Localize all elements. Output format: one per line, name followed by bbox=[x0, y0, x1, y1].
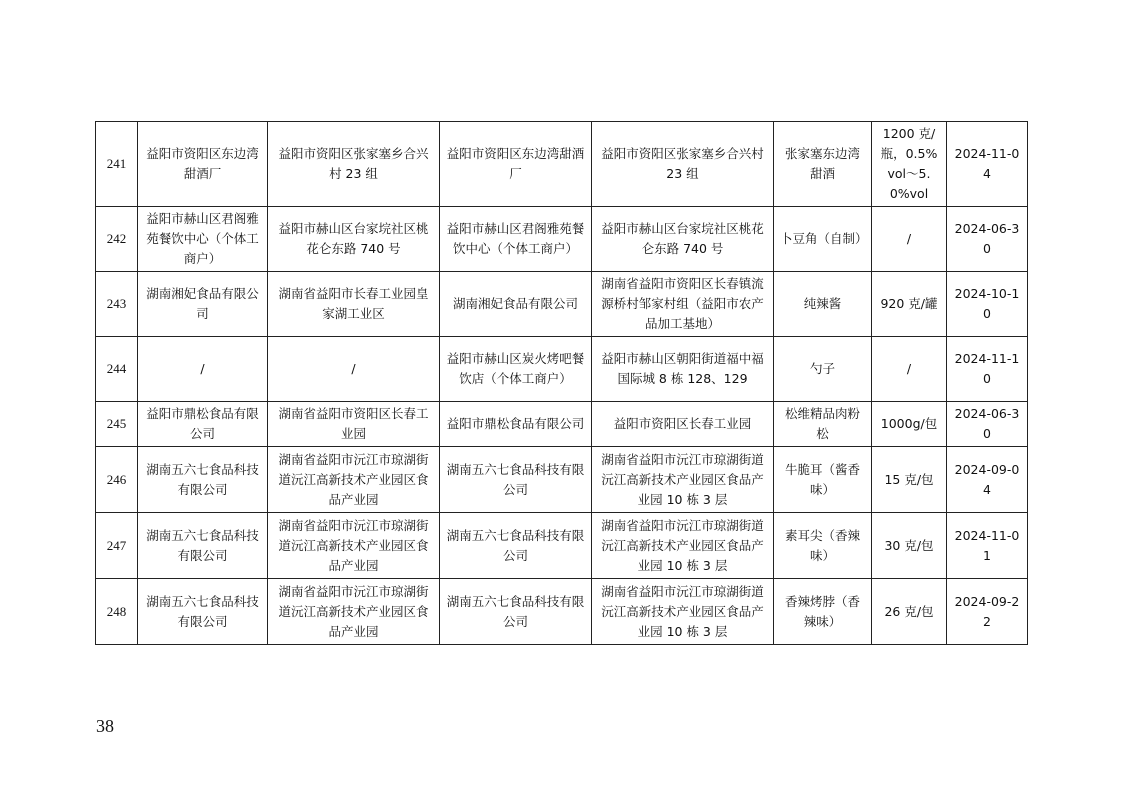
cell-producer-address: / bbox=[268, 337, 440, 402]
table-row bbox=[96, 207, 1028, 272]
cell-sampled-unit: 湖南湘妃食品有限公司 bbox=[440, 272, 592, 337]
cell-number: 245 bbox=[96, 402, 138, 447]
cell-sampled-unit: 益阳市赫山区君阁雅苑餐饮中心（个体工商户） bbox=[440, 207, 592, 272]
cell-product: 香辣烤脖（香辣味） bbox=[774, 579, 872, 645]
cell-producer-address: 湖南省益阳市沅江市琼湖街道沅江高新技术产业园区食品产业园 bbox=[268, 579, 440, 645]
cell-product: 牛脆耳（酱香味） bbox=[774, 447, 872, 513]
cell-producer: 益阳市鼎松食品有限公司 bbox=[138, 402, 268, 447]
cell-spec: 920 克/罐 bbox=[872, 272, 947, 337]
table-row bbox=[96, 272, 1028, 337]
cell-sampled-address: 益阳市赫山区朝阳街道福中福国际城 8 栋 128、129 bbox=[592, 337, 774, 402]
table-row bbox=[96, 447, 1028, 513]
table-row bbox=[96, 337, 1028, 402]
records-table-body bbox=[96, 122, 1028, 645]
cell-spec: 15 克/包 bbox=[872, 447, 947, 513]
cell-date: 2024-11-10 bbox=[947, 337, 1028, 402]
cell-number: 242 bbox=[96, 207, 138, 272]
cell-sampled-unit: 益阳市鼎松食品有限公司 bbox=[440, 402, 592, 447]
cell-sampled-address: 湖南省益阳市沅江市琼湖街道沅江高新技术产业园区食品产业园 10 栋 3 层 bbox=[592, 447, 774, 513]
cell-sampled-unit: 湖南五六七食品科技有限公司 bbox=[440, 447, 592, 513]
cell-date: 2024-09-22 bbox=[947, 579, 1028, 645]
cell-producer-address: 湖南省益阳市长春工业园皇家湖工业区 bbox=[268, 272, 440, 337]
cell-sampled-unit: 益阳市资阳区东边湾甜酒厂 bbox=[440, 122, 592, 207]
cell-date: 2024-09-04 bbox=[947, 447, 1028, 513]
table-row bbox=[96, 579, 1028, 645]
cell-number: 247 bbox=[96, 513, 138, 579]
cell-date: 2024-11-01 bbox=[947, 513, 1028, 579]
cell-producer: / bbox=[138, 337, 268, 402]
cell-date: 2024-06-30 bbox=[947, 402, 1028, 447]
cell-sampled-address: 益阳市赫山区台家垸社区桃花仑东路 740 号 bbox=[592, 207, 774, 272]
cell-sampled-address: 益阳市资阳区张家塞乡合兴村 23 组 bbox=[592, 122, 774, 207]
cell-spec: / bbox=[872, 207, 947, 272]
cell-producer-address: 益阳市赫山区台家垸社区桃花仑东路 740 号 bbox=[268, 207, 440, 272]
cell-producer-address: 益阳市资阳区张家塞乡合兴村 23 组 bbox=[268, 122, 440, 207]
cell-number: 241 bbox=[96, 122, 138, 207]
cell-producer: 湖南五六七食品科技有限公司 bbox=[138, 579, 268, 645]
cell-spec: / bbox=[872, 337, 947, 402]
cell-sampled-unit: 湖南五六七食品科技有限公司 bbox=[440, 513, 592, 579]
table-row bbox=[96, 122, 1028, 207]
cell-sampled-address: 益阳市资阳区长春工业园 bbox=[592, 402, 774, 447]
page-number: 38 bbox=[96, 716, 114, 736]
cell-number: 246 bbox=[96, 447, 138, 513]
cell-producer-address: 湖南省益阳市沅江市琼湖街道沅江高新技术产业园区食品产业园 bbox=[268, 513, 440, 579]
cell-sampled-unit: 益阳市赫山区炭火烤吧餐饮店（个体工商户） bbox=[440, 337, 592, 402]
table-row bbox=[96, 513, 1028, 579]
cell-spec: 30 克/包 bbox=[872, 513, 947, 579]
cell-spec: 26 克/包 bbox=[872, 579, 947, 645]
cell-number: 243 bbox=[96, 272, 138, 337]
cell-product: 张家塞东边湾甜酒 bbox=[774, 122, 872, 207]
records-table bbox=[95, 121, 1028, 645]
cell-producer: 湖南五六七食品科技有限公司 bbox=[138, 513, 268, 579]
cell-producer: 益阳市赫山区君阁雅苑餐饮中心（个体工商户） bbox=[138, 207, 268, 272]
cell-producer-address: 湖南省益阳市资阳区长春工业园 bbox=[268, 402, 440, 447]
cell-producer: 湖南五六七食品科技有限公司 bbox=[138, 447, 268, 513]
cell-spec: 1200 克/瓶，0.5%vol～5.0%vol bbox=[872, 122, 947, 207]
cell-sampled-address: 湖南省益阳市沅江市琼湖街道沅江高新技术产业园区食品产业园 10 栋 3 层 bbox=[592, 513, 774, 579]
cell-sampled-unit: 湖南五六七食品科技有限公司 bbox=[440, 579, 592, 645]
cell-number: 244 bbox=[96, 337, 138, 402]
cell-date: 2024-11-04 bbox=[947, 122, 1028, 207]
cell-date: 2024-10-10 bbox=[947, 272, 1028, 337]
table-row bbox=[96, 402, 1028, 447]
cell-number: 248 bbox=[96, 579, 138, 645]
cell-product: 纯辣酱 bbox=[774, 272, 872, 337]
cell-producer-address: 湖南省益阳市沅江市琼湖街道沅江高新技术产业园区食品产业园 bbox=[268, 447, 440, 513]
cell-spec: 1000g/包 bbox=[872, 402, 947, 447]
cell-product: 勺子 bbox=[774, 337, 872, 402]
cell-sampled-address: 湖南省益阳市资阳区长春镇流源桥村邹家村组（益阳市农产品加工基地） bbox=[592, 272, 774, 337]
cell-product: 松维精品肉粉松 bbox=[774, 402, 872, 447]
cell-producer: 湖南湘妃食品有限公司 bbox=[138, 272, 268, 337]
cell-sampled-address: 湖南省益阳市沅江市琼湖街道沅江高新技术产业园区食品产业园 10 栋 3 层 bbox=[592, 579, 774, 645]
cell-product: 卜豆角（自制） bbox=[774, 207, 872, 272]
cell-product: 素耳尖（香辣味） bbox=[774, 513, 872, 579]
cell-producer: 益阳市资阳区东边湾甜酒厂 bbox=[138, 122, 268, 207]
cell-date: 2024-06-30 bbox=[947, 207, 1028, 272]
